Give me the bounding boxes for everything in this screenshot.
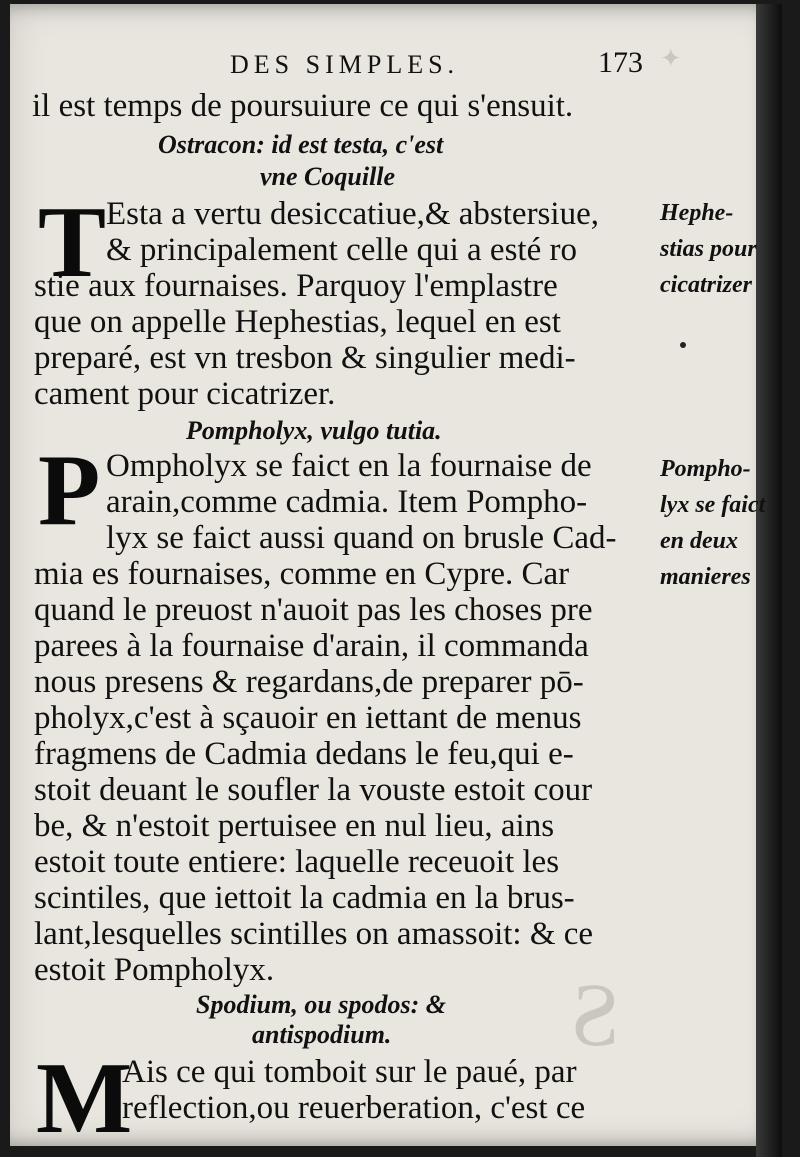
bleed-through-ornament: S <box>570 966 621 1065</box>
body-line: que on appelle Hephestias, lequel en est <box>34 304 561 340</box>
running-header: DES SIMPLES. <box>230 50 460 79</box>
drop-cap: M <box>36 1042 133 1155</box>
body-line: estoit toute entiere: laquelle receuoit les <box>34 844 560 880</box>
body-line: arain,comme cadmia. Item Pompho- <box>106 484 588 520</box>
body-line: Ompholyx se faict en la fournaise de <box>106 448 592 484</box>
drop-cap: P <box>38 434 101 547</box>
section-heading: antispodium. <box>252 1020 392 1049</box>
margin-note-line: Hephe- <box>660 200 734 226</box>
body-line: Esta a vertu desiccatiue,& abstersiue, <box>106 196 599 232</box>
book-page <box>10 4 782 1155</box>
body-line: reflection,ou reuerberation, c'est ce <box>122 1090 586 1126</box>
body-line: stie aux fournaises. Parquoy l'emplastre <box>34 268 558 304</box>
margin-note-line: lyx se faict <box>660 492 766 518</box>
body-line: preparé, est vn tresbon & singulier medi- <box>34 340 576 376</box>
section-heading: Spodium, ou spodos: & <box>196 990 446 1019</box>
drop-cap: T <box>38 186 107 299</box>
body-line: & principalement celle qui a esté ro <box>106 232 577 268</box>
margin-note-line: en deux <box>660 528 738 554</box>
body-line: parees à la fournaise d'arain, il commanda <box>34 628 589 664</box>
body-line: stoit deuant le soufler la vouste estoit cour <box>34 772 593 808</box>
body-line: lyx se faict aussi quand on brusle Cad- <box>106 520 617 556</box>
section-heading: Pompholyx, vulgo tutia. <box>186 416 442 445</box>
body-line: mia es fournaises, comme en Cypre. Car <box>34 556 570 592</box>
margin-note-line: cicatrizer <box>660 272 752 298</box>
body-line: quand le preuost n'auoit pas les choses pre <box>34 592 593 628</box>
section-heading: vne Coquille <box>260 162 396 191</box>
body-line: scintiles, que iettoit la cadmia en la brus- <box>34 880 575 916</box>
page-number: 173 <box>598 46 643 79</box>
margin-note-line: stias pour <box>660 236 757 262</box>
margin-note-line: Pompho- <box>660 456 751 482</box>
body-line: estoit Pompholyx. <box>34 952 275 988</box>
body-line: be, & n'estoit pertuisee en nul lieu, ains <box>34 808 555 844</box>
bleed-through-ornament: ✦ <box>660 44 682 73</box>
page-edge-shadow <box>756 4 782 1157</box>
margin-note-line: manieres <box>660 564 751 590</box>
body-line: nous presens & regardans,de preparer pō- <box>34 664 584 700</box>
body-line: fragmens de Cadmia dedans le feu,qui e- <box>34 736 574 772</box>
ink-spot <box>680 342 686 348</box>
body-line: pholyx,c'est à sçauoir en iettant de menus <box>34 700 582 736</box>
body-line: il est temps de poursuiure ce qui s'ensuit. <box>32 88 574 124</box>
body-line: cament pour cicatrizer. <box>34 376 336 412</box>
section-heading: Ostracon: id est testa, c'est <box>158 130 444 159</box>
body-line: Ais ce qui tomboit sur le paué, par <box>122 1054 577 1090</box>
body-line: lant,lesquelles scintilles on amassoit: & ce <box>34 916 594 952</box>
